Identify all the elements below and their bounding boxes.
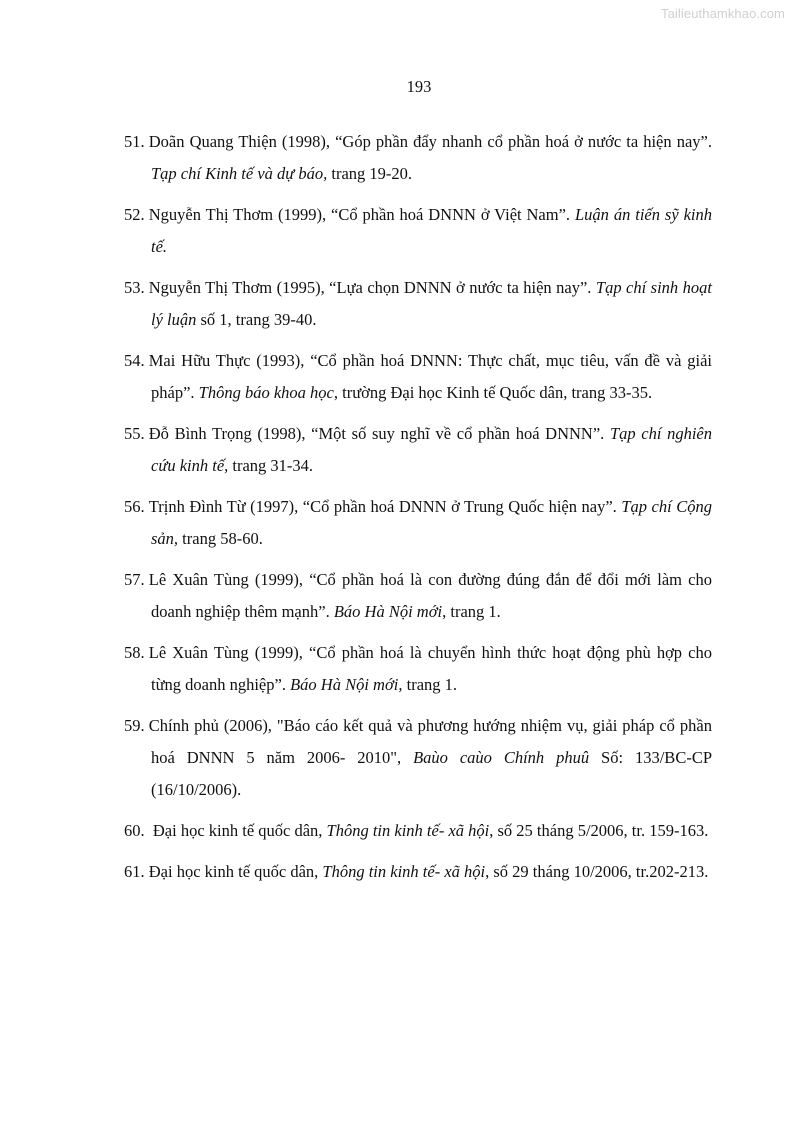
reference-item — [124, 815, 712, 847]
reference-text: Lê Xuân Tùng (1999), “Cổ phần hoá là chuyển hình thức hoạt động phù hợp cho từng doanh nghiệp”. — [148, 643, 712, 694]
reference-number: 58. — [124, 643, 149, 662]
reference-item — [124, 272, 712, 336]
reference-number: 54. — [124, 351, 149, 370]
page-number: 193 — [406, 77, 432, 96]
reference-text: Đại học kinh tế quốc dân, — [152, 821, 327, 840]
reference-source-title: Tạp chí Cộng sản, — [151, 497, 712, 548]
reference-source-title: Thông tin kinh tế- xã hội — [322, 862, 486, 881]
reference-text: Chính phủ (2006), "Báo cáo kết quả và phương hướng nhiệm vụ, giải pháp cổ phần hoá DNNN 5 năm 2006- 2010", — [148, 716, 712, 767]
reference-text: Mai Hữu Thực (1993), “Cổ phần hoá DNNN: Thực chất, mục tiêu, vấn đề và giải pháp”. — [148, 351, 712, 402]
reference-text: Đỗ Bình Trọng (1998), “Một số suy nghĩ về cổ phần hoá DNNN”. — [148, 424, 610, 443]
reference-item — [124, 710, 712, 806]
reference-item — [124, 564, 712, 628]
reference-text: Trịnh Đình Từ (1997), “Cổ phần hoá DNNN ở Trung Quốc hiện nay”. — [148, 497, 622, 516]
reference-source-title: Thông báo khoa học — [198, 383, 334, 402]
reference-item — [124, 126, 712, 190]
reference-text: Nguyễn Thị Thơm (1999), “Cổ phần hoá DNNN ở Việt Nam”. — [148, 205, 575, 224]
reference-text: trang 31-34. — [228, 456, 314, 475]
reference-item — [124, 856, 712, 888]
reference-source-title: Tạp chí sinh hoạt lý luận — [151, 278, 712, 329]
reference-source-title: Báo Hà Nội mới — [333, 602, 443, 621]
reference-list — [124, 126, 712, 897]
reference-text: Đại học kinh tế quốc dân, — [148, 862, 323, 881]
reference-number: 51. — [124, 132, 149, 151]
reference-item — [124, 491, 712, 555]
reference-number: 60. — [124, 821, 153, 840]
reference-number: 52. — [124, 205, 149, 224]
reference-text: Doãn Quang Thiện (1998), “Góp phần đẩy nhanh cổ phần hoá ở nước ta hiện nay”. — [148, 132, 712, 151]
reference-source-title: Thông tin kinh tế- xã hội — [326, 821, 490, 840]
reference-number: 61. — [124, 862, 149, 881]
reference-source-title: Luận án tiến sỹ kinh tế. — [151, 205, 712, 256]
reference-source-title: Tạp chí Kinh tế và dự báo, — [151, 164, 328, 183]
reference-text: trang 58-60. — [178, 529, 263, 548]
reference-item — [124, 199, 712, 263]
reference-source-title: Báo Hà Nội mới, — [290, 675, 403, 694]
reference-item — [124, 637, 712, 701]
reference-text: Nguyễn Thị Thơm (1995), “Lựa chọn DNNN ở nước ta hiện nay”. — [148, 278, 596, 297]
reference-item — [124, 345, 712, 409]
reference-text: , trang 1. — [442, 602, 501, 621]
reference-number: 59. — [124, 716, 149, 735]
reference-text: số 1, trang 39-40. — [196, 310, 317, 329]
reference-source-title: Baùo caùo Chính phuû — [413, 748, 590, 767]
reference-number: 53. — [124, 278, 149, 297]
reference-text: , số 25 tháng 5/2006, tr. 159-163. — [489, 821, 709, 840]
reference-text: trang 1. — [402, 675, 458, 694]
reference-number: 55. — [124, 424, 149, 443]
reference-number: 57. — [124, 570, 149, 589]
reference-text: Số: 133/BC-CP (16/10/2006). — [151, 748, 712, 799]
reference-source-title: Tạp chí nghiên cứu kinh tế, — [151, 424, 712, 475]
reference-text: , số 29 tháng 10/2006, tr.202-213. — [485, 862, 709, 881]
reference-number: 56. — [124, 497, 149, 516]
reference-item — [124, 418, 712, 482]
reference-text: , trường Đại học Kinh tế Quốc dân, trang 33-35. — [333, 383, 653, 402]
reference-text: trang 19-20. — [327, 164, 413, 183]
reference-text: Lê Xuân Tùng (1999), “Cổ phần hoá là con đường đúng đắn để đổi mới làm cho doanh nghiệp thêm mạnh”. — [148, 570, 712, 621]
watermark: Tailieuthamkhao.com — [660, 6, 785, 21]
